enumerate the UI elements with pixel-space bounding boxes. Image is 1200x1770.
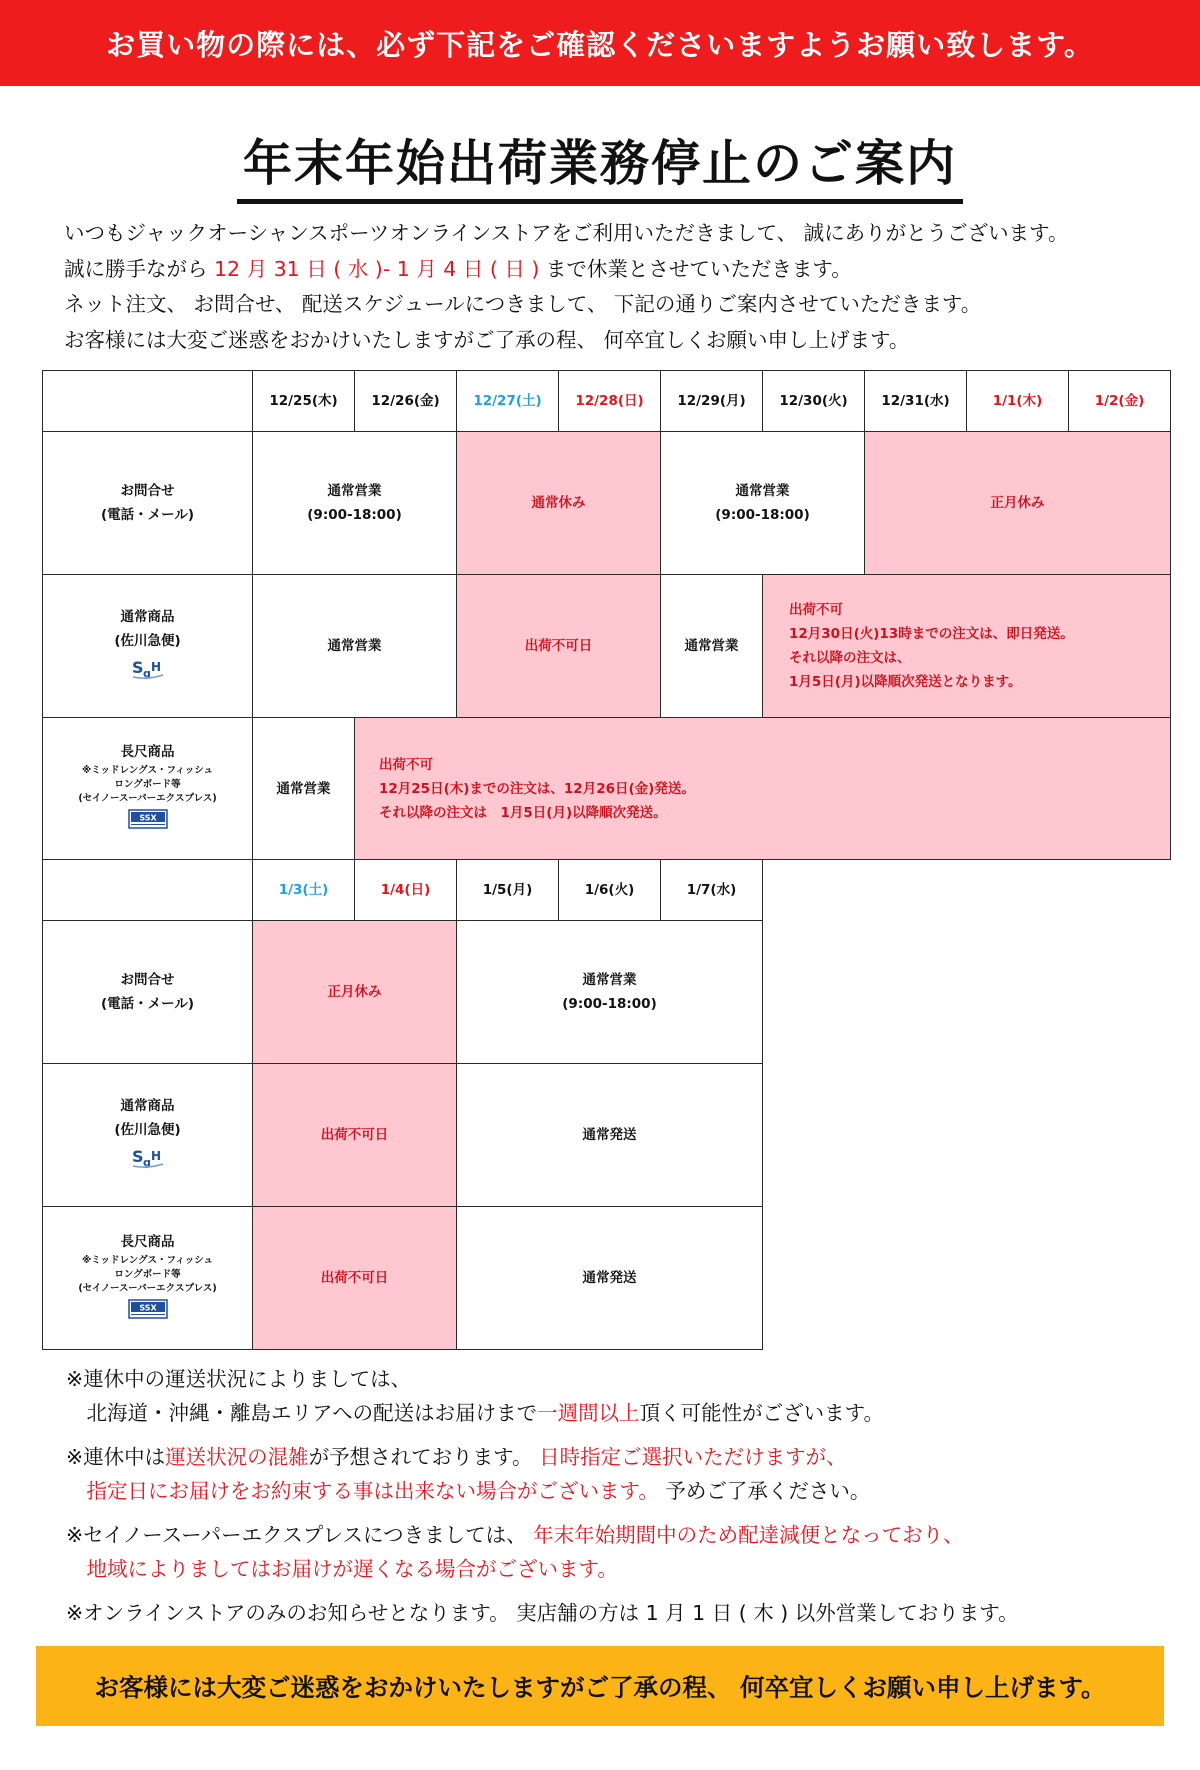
date-0101: 1/1(木) — [967, 371, 1069, 432]
note-2-line-1 — [66, 1440, 1166, 1474]
table1-inquiry-row — [43, 432, 1171, 575]
note-emphasis: 地域によりましてはお届けが遅くなる場合がございます。 — [66, 1557, 618, 1581]
normal-goods-no-shipping-2: 出荷不可日 — [253, 1064, 457, 1207]
inquiry-sublabel: (電話・メール) — [100, 507, 195, 523]
row-label-inquiry — [43, 432, 253, 575]
intro-line-2 — [64, 252, 1144, 288]
note-4: ※オンラインストアのみのお知らせとなります。 実店舗の方は 1 月 1 日 ( 木 ) 以外営業しております。 — [66, 1601, 1019, 1625]
note-text: ※連休中は — [66, 1445, 166, 1469]
note-emphasis: 運送状況の混雑 — [165, 1445, 309, 1469]
note-3-line-2 — [66, 1552, 1166, 1586]
note-text: 北海道・沖縄・離島エリアへの配送はお届けまで — [66, 1401, 538, 1425]
normal-goods-carrier: (佐川急便) — [114, 1121, 181, 1138]
intro-closed-period: 12 月 31 日 ( 水 )- 1 月 4 日 ( 日 ) — [207, 256, 546, 281]
row-label-normal-goods — [43, 575, 253, 718]
table2-long-goods-row — [43, 1207, 1171, 1350]
long-goods-sublabel: ロングボード等 — [114, 779, 181, 790]
inquiry-hours: (9:00-18:00) — [562, 996, 657, 1012]
empty-space — [763, 921, 1171, 1064]
inquiry-normal-hours-2 — [661, 432, 865, 575]
date-0106: 1/6(火) — [559, 860, 661, 921]
svg-text:H: H — [150, 1148, 161, 1163]
notice-line: 12月30日(火)13時までの注文は、即日発送。 — [789, 626, 1074, 642]
long-goods-open: 通常営業 — [253, 718, 355, 860]
long-goods-carrier: (セイノースーパーエクスプレス) — [78, 1282, 217, 1294]
date-0107: 1/7(水) — [661, 860, 763, 921]
date-1226: 12/26(金) — [355, 371, 457, 432]
notice-line: 出荷不可 — [789, 602, 843, 618]
inquiry-status: 通常営業 — [582, 972, 637, 988]
normal-goods-no-shipping: 出荷不可日 — [457, 575, 661, 718]
long-goods-sublabel: ロングボード等 — [114, 1268, 181, 1280]
header-corner — [43, 371, 253, 432]
top-banner — [0, 0, 1200, 86]
note-text: 頂く可能性がございます。 — [639, 1401, 884, 1425]
note-emphasis: 日時指定ご選択いただけますが、 — [539, 1445, 847, 1469]
long-goods-sublabel: ※ミッドレングス・フィッシュ — [81, 765, 214, 776]
row-label-long-goods — [43, 718, 253, 860]
note-1-line-2 — [66, 1396, 1166, 1430]
date-0102: 1/2(金) — [1069, 371, 1171, 432]
row-label-long-goods-2 — [43, 1207, 253, 1350]
inquiry-new-year-off: 正月休み — [865, 432, 1171, 575]
long-goods-no-shipping-notice — [355, 718, 1171, 860]
svg-text:S: S — [131, 657, 144, 677]
table2-inquiry-row — [43, 921, 1171, 1064]
date-1227: 12/27(土) — [457, 371, 559, 432]
intro-line-3: ネット注文、 お問合せ、 配送スケジュールにつきまして、 下記の通りご案内させていただきます。 — [64, 292, 982, 316]
intro-line-2-post: まで休業とさせていただきます。 — [545, 256, 852, 281]
svg-text:S: S — [131, 1146, 144, 1166]
inquiry-normal-hours-1 — [253, 432, 457, 575]
notice-line: 12月25日(木)までの注文は、12月26日(金)発送。 — [379, 780, 695, 797]
table2-normal-goods-row — [43, 1064, 1171, 1207]
inquiry-status: 通常営業 — [327, 483, 382, 499]
empty-space — [763, 860, 1171, 921]
inquiry-label: お問合せ — [120, 972, 175, 988]
top-banner-text: お買い物の際には、必ず下記をご確認くださいますようお願い致します。 — [106, 27, 1094, 62]
long-goods-carrier: (セイノースーパーエクスプレス) — [78, 793, 217, 804]
note-3-line-1 — [66, 1518, 1166, 1552]
normal-goods-carrier: (佐川急便) — [114, 632, 181, 649]
bottom-banner-text: お客様には大変ご迷惑をおかけいたしますがご了承の程、 何卒宜しくお願い申し上げます。 — [94, 1672, 1106, 1702]
table2-header-row — [43, 860, 1171, 921]
inquiry-status: 通常営業 — [735, 483, 790, 499]
notice-line: それ以降の注文は、 — [789, 650, 911, 666]
schedule-table — [42, 370, 1171, 1350]
empty-space — [763, 1064, 1171, 1207]
svg-text:SSX: SSX — [138, 1303, 157, 1312]
long-goods-sublabel: ※ミッドレングス・フィッシュ — [81, 1254, 214, 1266]
inquiry-hours: (9:00-18:00) — [307, 507, 402, 523]
normal-goods-no-shipping-notice — [763, 575, 1171, 718]
inquiry-hours: (9:00-18:00) — [715, 507, 810, 523]
normal-goods-shipping-resumes: 通常発送 — [457, 1064, 763, 1207]
intro-text — [64, 216, 1144, 358]
long-goods-no-shipping-2: 出荷不可日 — [253, 1207, 457, 1350]
notice-line: 1月5日(月)以降順次発送となります。 — [789, 674, 1022, 690]
row-label-inquiry-2 — [43, 921, 253, 1064]
empty-space — [763, 1207, 1171, 1350]
inquiry-normal-hours-3 — [457, 921, 763, 1064]
ssx-logo-icon — [128, 809, 168, 829]
date-0104: 1/4(日) — [355, 860, 457, 921]
note-text: が予想されております。 — [308, 1445, 540, 1469]
note-emphasis: 指定日にお届けをお約束する事は出来ない場合がございます。 — [66, 1479, 659, 1503]
normal-goods-label: 通常商品 — [120, 1097, 175, 1114]
date-1229: 12/29(月) — [661, 371, 763, 432]
long-goods-shipping-resumes: 通常発送 — [457, 1207, 763, 1350]
notes-section — [66, 1362, 1166, 1630]
notice-line: 出荷不可 — [379, 756, 433, 773]
note-1-line-1: ※連休中の運送状況によりましては、 — [66, 1367, 412, 1391]
sgh-logo-icon — [131, 656, 165, 680]
long-goods-label: 長尺商品 — [120, 1233, 175, 1250]
row-label-normal-goods-2 — [43, 1064, 253, 1207]
normal-goods-open: 通常営業 — [253, 575, 457, 718]
svg-text:SSX: SSX — [138, 813, 157, 823]
normal-goods-open-1229: 通常営業 — [661, 575, 763, 718]
intro-line-1: いつもジャックオーシャンスポーツオンラインストアをご利用いただきまして、 誠にありがとうございます。 — [64, 221, 1069, 245]
date-1225: 12/25(木) — [253, 371, 355, 432]
date-1228: 12/28(日) — [559, 371, 661, 432]
bottom-banner — [36, 1646, 1164, 1726]
date-1230: 12/30(火) — [763, 371, 865, 432]
intro-line-4: お客様には大変ご迷惑をおかけいたしますがご了承の程、 何卒宜しくお願い申し上げます。 — [64, 327, 910, 352]
date-0103: 1/3(土) — [253, 860, 355, 921]
normal-goods-label: 通常商品 — [120, 608, 175, 625]
header-corner-2 — [43, 860, 253, 921]
intro-line-2-pre: 誠に勝手ながら — [64, 256, 208, 281]
note-text: ※セイノースーパーエクスプレスにつきましては、 — [66, 1523, 534, 1547]
note-text: 予めご了承ください。 — [658, 1479, 871, 1503]
ssx-logo-icon — [128, 1299, 168, 1319]
note-emphasis: 年末年始期間中のため配達減便となっており、 — [533, 1523, 964, 1547]
inquiry-new-year-off-2: 正月休み — [253, 921, 457, 1064]
long-goods-label: 長尺商品 — [120, 744, 175, 760]
note-2-line-2 — [66, 1474, 1166, 1508]
table1-header-row — [43, 371, 1171, 432]
date-1231: 12/31(水) — [865, 371, 967, 432]
table1-normal-goods-row — [43, 575, 1171, 718]
svg-text:H: H — [150, 659, 161, 674]
inquiry-weekend-off: 通常休み — [457, 432, 661, 575]
page-title: 年末年始出荷業務停止のご案内 — [237, 125, 963, 204]
sgh-logo-icon — [131, 1145, 165, 1169]
notice-line: それ以降の注文は 1月5日(月)以降順次発送。 — [379, 804, 667, 821]
inquiry-sublabel: (電話・メール) — [100, 996, 195, 1012]
svg-text:g: g — [142, 666, 151, 680]
table1-long-goods-row — [43, 718, 1171, 860]
title-wrap — [0, 125, 1200, 204]
svg-text:g: g — [142, 1155, 151, 1169]
inquiry-label: お問合せ — [120, 483, 175, 499]
date-0105: 1/5(月) — [457, 860, 559, 921]
note-emphasis: 一週間以上 — [537, 1401, 640, 1425]
